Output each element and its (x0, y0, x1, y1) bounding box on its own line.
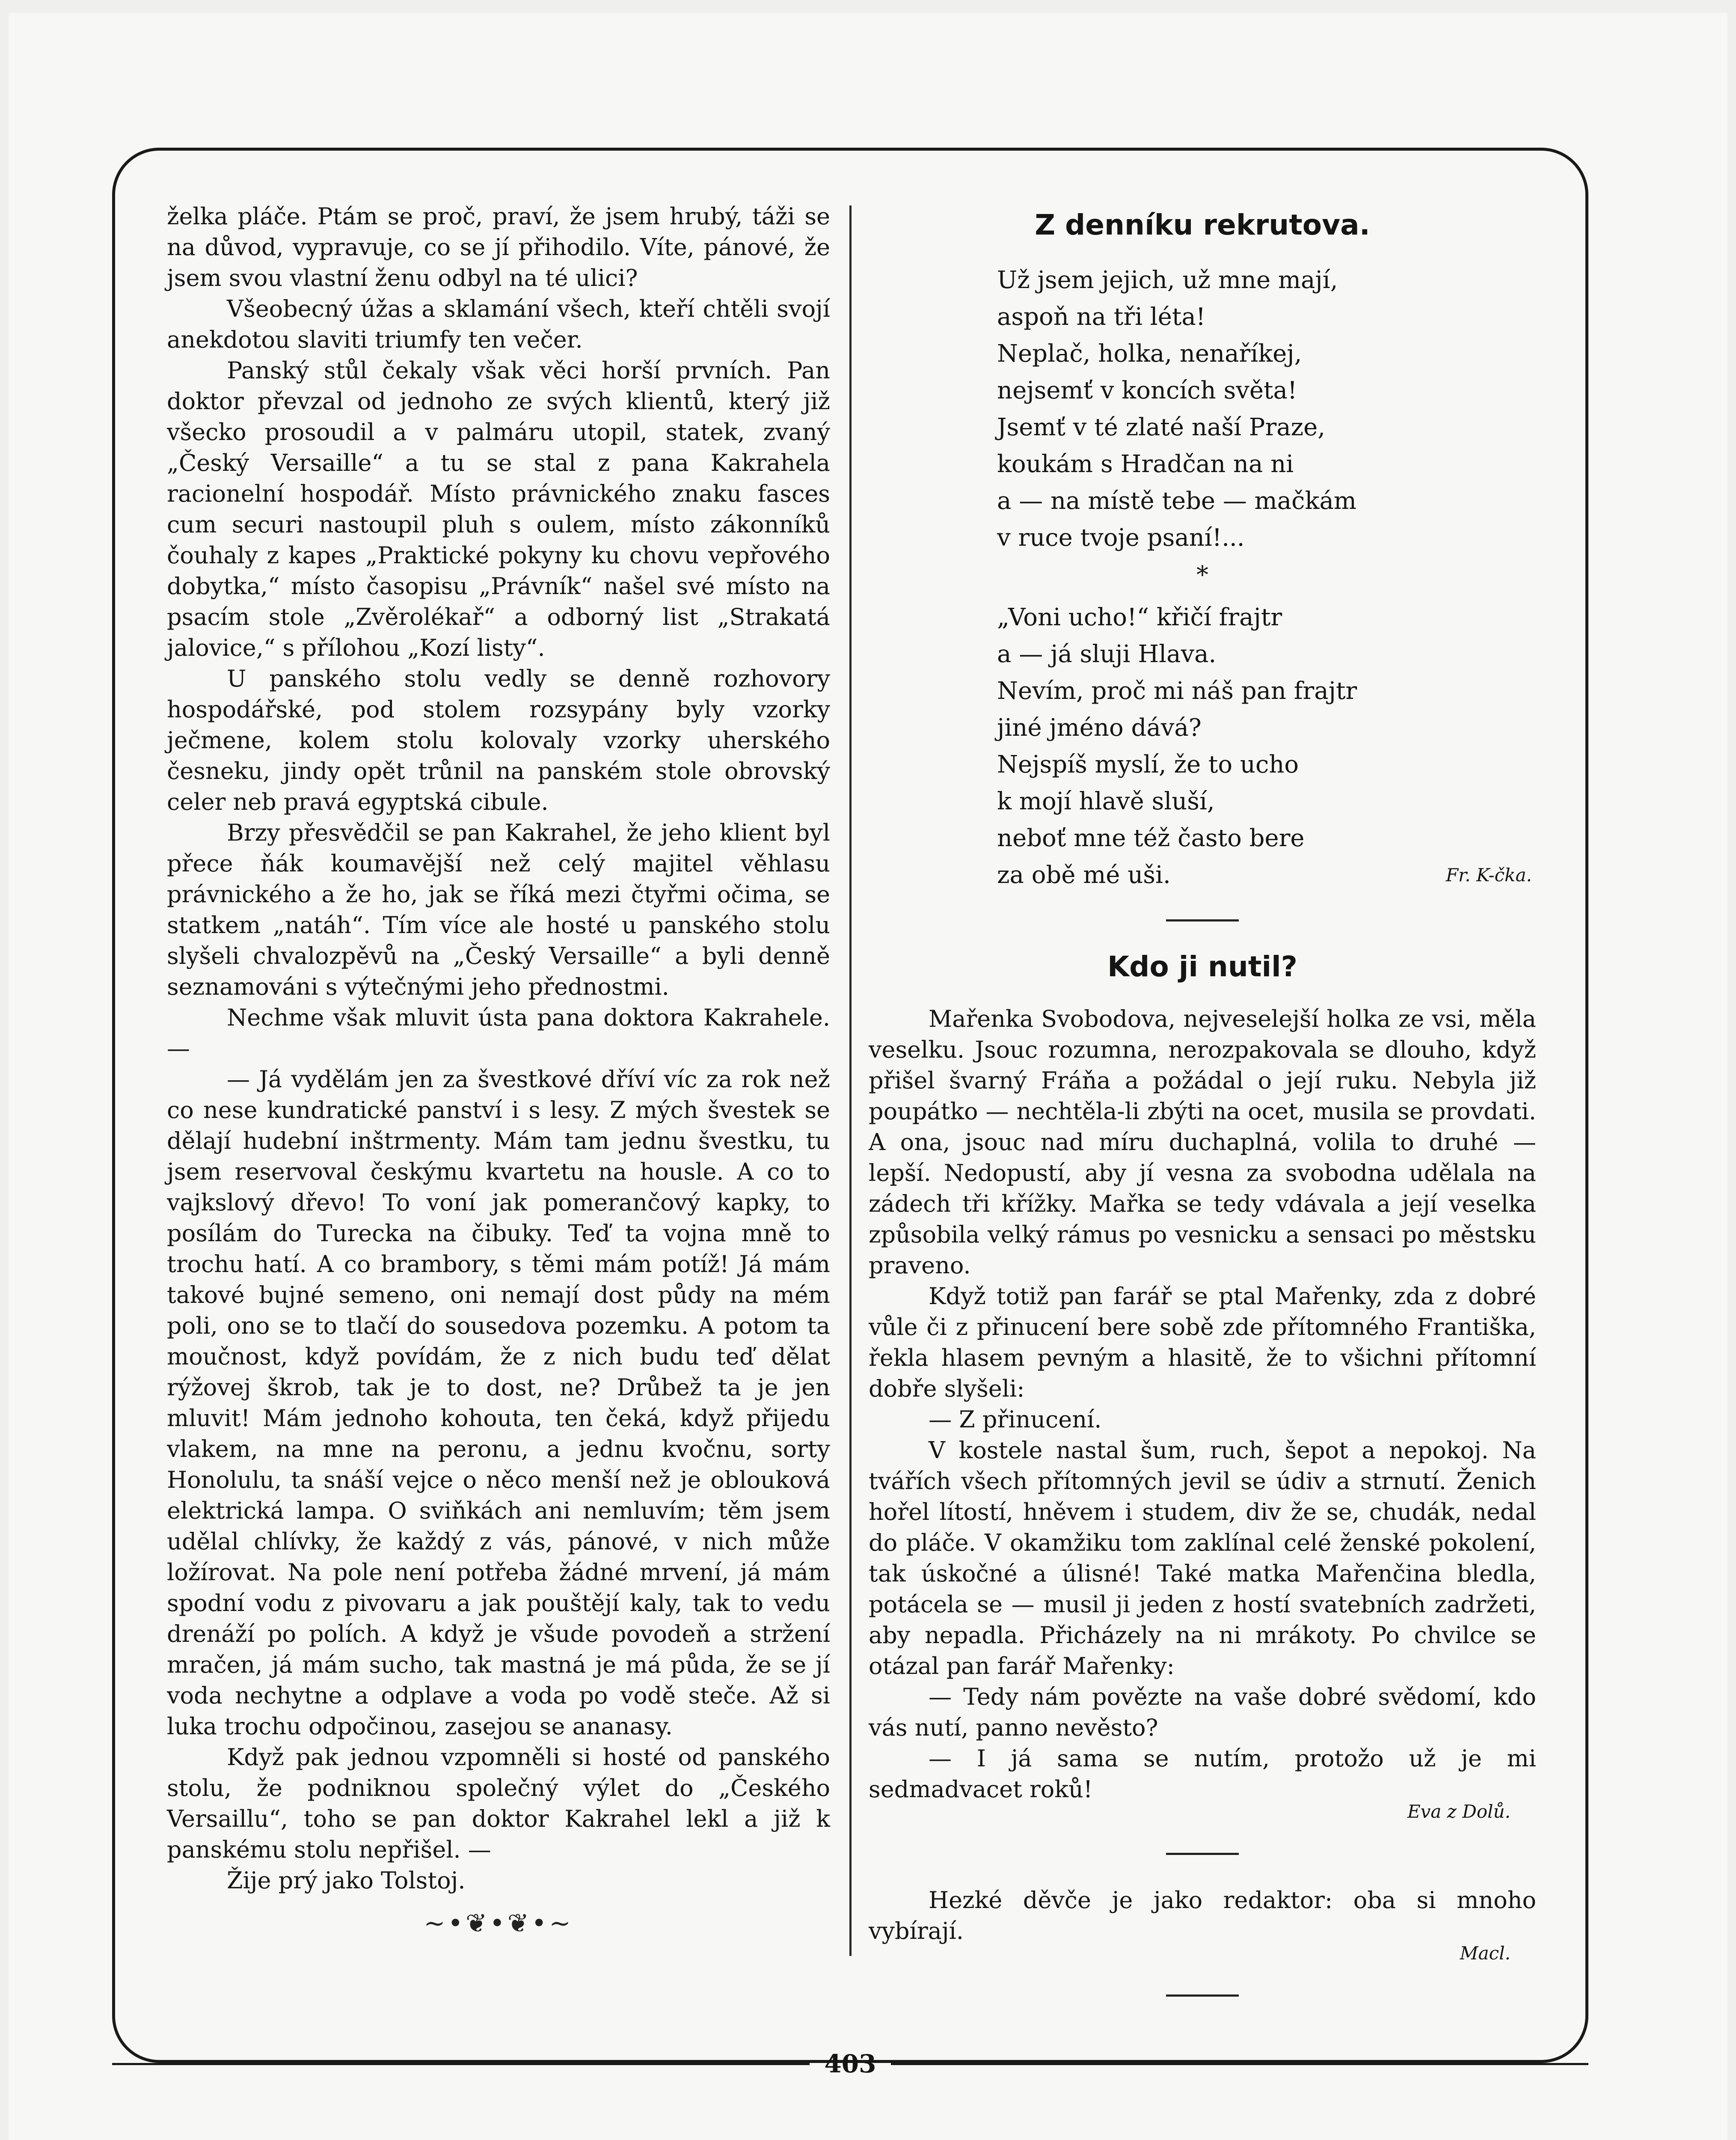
poem-line: neboť mne též často bere (997, 824, 1305, 852)
paragraph: V kostele nastal šum, ruch, šepot a nepokoj. Na tvářích všech přítomných jevil se údiv a strnutí. Ženich hořel lítostí, hněvem i studem, div že se, chudák, nedal do pláče. V okamžiku tom zaklínal celé ženské pokolení, tak úskočné a úlisné! Také matka Mařenčina bledla, potácela se — musil ji jeden z hostí svatebních zadržeti, aby nepadla. Přicházely na ni mrákoty. Po chvilce se otázal pan farář Mařenky: (869, 1437, 1536, 1679)
story-title: Kdo ji nutil? (1107, 950, 1297, 983)
section-rule (1166, 1994, 1239, 1997)
poem-line: Nejspíš myslí, že to ucho (997, 751, 1299, 779)
paragraph: Brzy přesvědčil se pan Kakrahel, že jeho klient byl přece ňák koumavější než celý majitel věhlasu právnického a že ho, jak se říká mezi čtyřmi očima, se statkem „natáh“. Tím více ale hosté u panského stolu slyšeli chvalozpěvů na „Český Versaille“ a byli denně seznamováni s výtečnými jeho přednostmi. (167, 819, 830, 1000)
poem-line: a — na místě tebe — mačkám (997, 487, 1356, 515)
aphorism-signature: Macl. (1460, 1943, 1510, 1964)
paragraph: Žije prý jako Tolstoj. (227, 1867, 466, 1894)
paragraph: Všeobecný úžas a sklamání všech, kteří chtěli svojí anekdotou slaviti triumfy ten večer. (167, 295, 830, 353)
paragraph: Když totiž pan farář se ptal Mařenky, zda z dobré vůle či z přinucení bere sobě zde přítomného Františka, řekla hlasem pevným a hlasitě, že to všichni přítomní dobře slyšeli: (869, 1283, 1536, 1402)
poem-line: Nevím, proč mi náš pan frajtr (997, 677, 1357, 705)
paragraph: — Tedy nám povězte na vaše dobré svědomí, kdo vás nutí, panno nevěsto? (869, 1683, 1536, 1741)
paragraph: — I já sama se nutím, protožo už je mi sedmadvacet roků! (869, 1745, 1536, 1803)
poem-line: Jsemť v té zlaté naší Praze, (997, 413, 1326, 441)
footer-rule-right (891, 2063, 1588, 2065)
poem-stanza-2 (869, 599, 1536, 894)
poem-line: aspoň na tři léta! (997, 303, 1206, 331)
story-signature: Eva z Dolů. (1407, 1801, 1510, 1822)
aphorism-text: Hezké děvče je jako redaktor: oba si mnoho vybírají. (869, 1887, 1536, 1944)
paragraph: — Já vydělám jen za švestkové dříví víc za rok než co nese kundratické panství i s lesy. Z mých švestek se dělají hudební inštrmenty. Mám tam jednu švestku, tu jsem reservoval českýmu kvartetu na housle. A co to vajkslový dřevo! To voní jak pomerančový kapky, to posílám do Turecka na čibuky. Teď ta vojna mně to trochu hatí. A co brambory, s těmi mám potíž! Já mám takové bujné semeno, oni nemají dost půdy na mém poli, ono se to tlačí do sousedova pozemku. A potom ta moučnost, když povídám, že z nich budu teď dělat rýžovej škrob, tak je to dost, ne? Drůbež ta je jen mluvit! Mám jednoho kohouta, ten čeká, když přijedu vlakem, na mne na peronu, a jednu kvočnu, sorty Honolulu, ta snáší vejce o něco menší než je oblouková elektrická lampa. O sviňkách ani nemluvím; těm jsem udělal chlívky, že každý z vás, pánové, v nich může ložírovat. Na pole není potřeba žádné mrvení, já mám spodní vodu z pivovaru a jak pouštějí kaly, tak to vedu drenáží po polích. A když je všude povodeň a stržení mračen, já mám sucho, tak mastná je má půda, že se jí voda nechytne a odplave a voda po vodě steče. Až si luka trochu odpočinou, zasejou se ananasy. (167, 1066, 830, 1740)
poem-line: „Voni ucho!“ křičí frajtr (997, 603, 1282, 631)
page-footer (112, 2049, 1588, 2079)
poem-line: v ruce tvoje psaní!... (997, 524, 1245, 552)
footer-rule-left (112, 2063, 810, 2065)
ornament: ~•❦•❦•~ (424, 1908, 573, 1938)
poem-line: za obě mé uši. (997, 861, 1171, 889)
poem-line: Už jsem jejich, už mne mají, (997, 266, 1338, 294)
poem-line: koukám s Hradčan na ni (997, 450, 1294, 478)
section-rule (1166, 919, 1239, 921)
paragraph: Mařenka Svobodova, nejveselejší holka ze vsi, měla veselku. Jsouc rozumna, nerozpakovala se dlouho, když přišel švarný Fráňa a požádal o její ruku. Nebyla již poupátko — nechtěla-li zbýti na ocet, musila se provdati. A ona, jsouc nad míru duchaplná, volila to druhé — lepší. Nedopustí, aby jí vesna za svobodna udělala na zádech tři křížky. Mařka se tedy vdávala a její veselka způsobila velký rámus po vesnicku a sensaci po městsku praveno. (869, 1005, 1536, 1279)
paragraph: Nechme však mluvit ústa pana doktora Kakrahele. — (167, 1004, 830, 1062)
poem-line: jiné jméno dává? (997, 714, 1202, 742)
column-divider (849, 205, 852, 1956)
poem-line: nejsemť v koncích světa! (997, 377, 1297, 404)
page-number: 403 (824, 2049, 876, 2078)
paragraph: U panského stolu vedly se denně rozhovory hospodářské, pod stolem rozsypány byly vzorky ječmene, kolem stolu kolovaly vzorky uherského česneku, jindy opět trůnil na panském stole obrovský celer neb pravá egyptská cibule. (167, 665, 830, 815)
paragraph: Panský stůl čekaly však věci horší prvních. Pan doktor převzal od jednoho ze svých klientů, který již všecko prosoudil a v palmáru utopil, statek, zvaný „Český Versaille“ a tu se stal z pana Kakrahela racionelní hospodář. Místo právnického znaku fasces cum securi nastoupil pluh s oulem, místo zákonníků čouhaly z kapes „Praktické pokyny ku chovu vepřového dobytka,“ místo časopisu „Právník“ našel své místo na psacím stole „Zvěrolékař“ a odborný list „Strakatá jalovice,“ s přílohou „Kozí listy“. (167, 357, 830, 661)
poem-last-line (997, 857, 1536, 894)
poem-stanza-1 (869, 262, 1536, 556)
poem-line: Neplač, holka, nenaříkej, (997, 340, 1302, 368)
section-rule (1166, 1853, 1239, 1855)
right-column (869, 210, 1536, 2027)
stanza-separator: * (1196, 561, 1208, 589)
poem-signature: Fr. K-čka. (1445, 865, 1532, 886)
paragraph: Když pak jednou vzpomněli si hosté od panského stolu, že podniknou společný výlet do „Českého Versaillu“, toho se pan doktor Kakrahel lekl a již k panskému stolu nepřišel. — (167, 1744, 830, 1863)
left-column (167, 201, 830, 1939)
poem-title: Z denníku rekrutova. (1035, 208, 1370, 241)
poem-line: a — já sluji Hlava. (997, 640, 1217, 668)
paragraph: — Z přinucení. (929, 1406, 1102, 1433)
paragraph: želka pláče. Ptám se proč, praví, že jsem hrubý, táži se na důvod, vypravuje, co se jí přihodilo. Víte, pánové, že jsem svou vlastní ženu odbyl na té ulici? (167, 203, 830, 291)
poem-line: k mojí hlavě sluší, (997, 788, 1215, 815)
